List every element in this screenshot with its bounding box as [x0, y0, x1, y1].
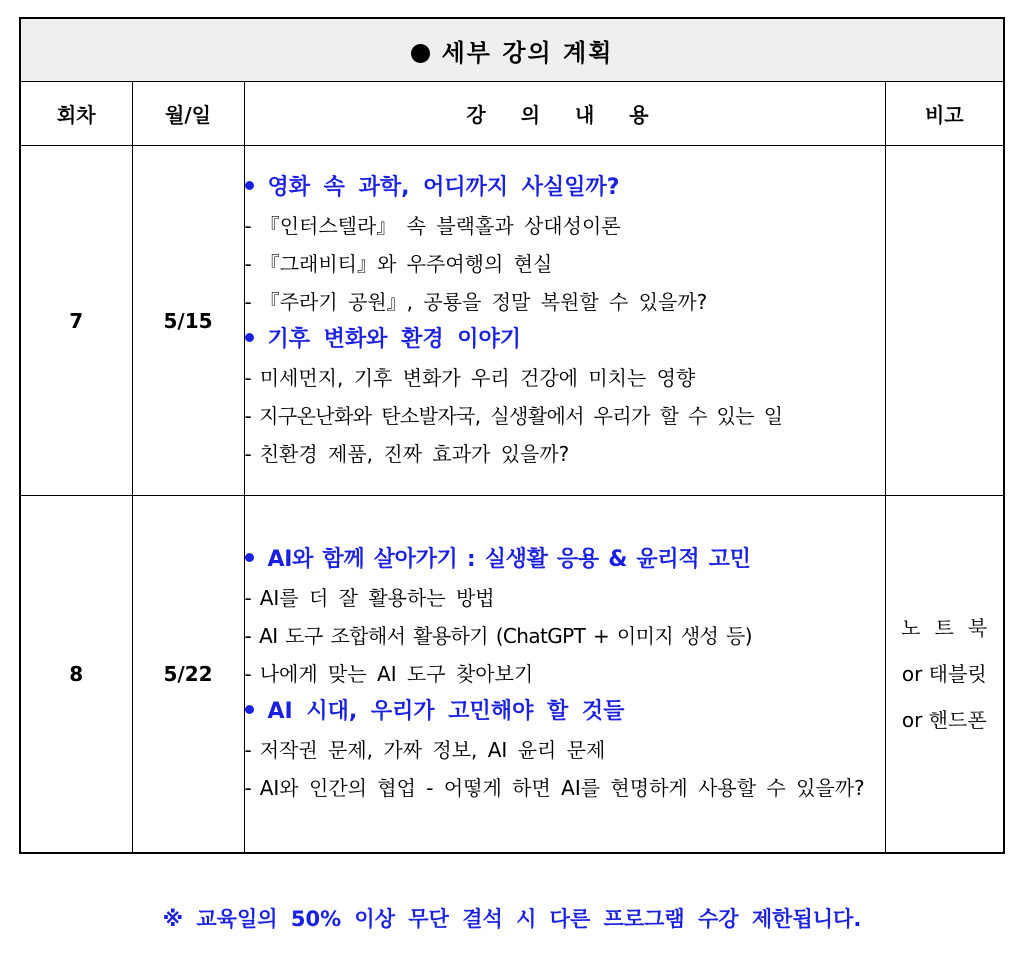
header-session: 회차 — [20, 82, 132, 146]
list-item: - AI를 더 잘 활용하는 방법 — [244, 585, 495, 610]
note-cell — [885, 496, 1004, 853]
item-text: AI 도구 조합해서 활용하기 (ChatGPT + 이미지 생성 등) — [259, 623, 752, 648]
item-text: 『인터스텔라』 속 블랙홀과 상대성이론 — [259, 213, 621, 238]
item-text: 지구온난화와 탄소발자국, 실생활에서 우리가 할 수 있는 일 — [259, 403, 783, 428]
table-row — [20, 496, 1004, 853]
item-text: AI를 더 잘 활용하는 방법 — [259, 585, 495, 610]
list-item: - AI 도구 조합해서 활용하기 (ChatGPT + 이미지 생성 등) — [244, 623, 752, 648]
item-text: 친환경 제품, 진짜 효과가 있을까? — [259, 441, 570, 466]
item-text: 저작권 문제, 가짜 정보, AI 윤리 문제 — [259, 737, 606, 762]
item-text: 『그래비티』와 우주여행의 현실 — [259, 251, 553, 276]
list-item: - 『주라기 공원』, 공룡을 정말 복원할 수 있을까? — [244, 289, 708, 314]
black-circle-icon — [411, 44, 430, 63]
item-text: 나에게 맞는 AI 도구 찾아보기 — [259, 661, 534, 686]
list-item: - 나에게 맞는 AI 도구 찾아보기 — [244, 661, 534, 686]
list-item: - 지구온난화와 탄소발자국, 실생활에서 우리가 할 수 있는 일 — [244, 403, 783, 428]
topic-title: AI 시대, 우리가 고민해야 할 것들 — [267, 698, 625, 724]
list-item: - 『그래비티』와 우주여행의 현실 — [244, 251, 553, 276]
note-cell — [885, 146, 1004, 496]
list-item: - 『인터스텔라』 속 블랙홀과 상대성이론 — [244, 213, 621, 238]
table-row — [20, 146, 1004, 496]
blue-dot-icon — [245, 553, 254, 562]
topic-item-list — [245, 207, 885, 321]
topic-item-list — [245, 731, 885, 807]
header-date: 월/일 — [132, 82, 244, 146]
blue-dot-icon — [245, 181, 254, 190]
topic-item-list — [245, 579, 885, 693]
table-title-cell — [20, 18, 1004, 82]
lecture-content-cell — [244, 146, 885, 496]
lecture-content-cell — [244, 496, 885, 853]
list-item: - 친환경 제품, 진짜 효과가 있을까? — [244, 441, 570, 466]
list-item: - AI와 인간의 협업 - 어떻게 하면 AI를 현명하게 사용할 수 있을까? — [244, 775, 865, 800]
table-title: 세부 강의 계획 — [441, 38, 614, 67]
header-content: 강 의 내 용 — [244, 82, 885, 146]
header-row — [20, 82, 1004, 146]
topic-item-list — [245, 359, 885, 473]
item-text: 미세먼지, 기후 변화가 우리 건강에 미치는 영향 — [259, 365, 696, 390]
topic-heading — [245, 169, 885, 207]
session-number: 8 — [20, 496, 132, 853]
topic-heading — [245, 321, 885, 359]
blue-dot-icon — [245, 333, 254, 342]
note-line: or 핸드폰 — [901, 707, 987, 732]
session-number: 7 — [20, 146, 132, 496]
blue-dot-icon — [245, 705, 254, 714]
note-line: or 태블릿 — [901, 661, 987, 686]
header-note: 비고 — [885, 82, 1004, 146]
item-text: AI와 인간의 협업 - 어떻게 하면 AI를 현명하게 사용할 수 있을까? — [259, 775, 865, 800]
title-row — [20, 18, 1004, 82]
topic-heading — [245, 541, 885, 579]
note-line: 노트북 — [901, 615, 1002, 640]
attendance-notice: ※ 교육일의 50% 이상 무단 결석 시 다른 프로그램 수강 제한됩니다. — [162, 907, 862, 931]
topic-title: 기후 변화와 환경 이야기 — [267, 326, 521, 352]
session-date: 5/15 — [132, 146, 244, 496]
list-item: - 미세먼지, 기후 변화가 우리 건강에 미치는 영향 — [244, 365, 696, 390]
item-text: 『주라기 공원』, 공룡을 정말 복원할 수 있을까? — [259, 289, 708, 314]
topic-title: 영화 속 과학, 어디까지 사실일까? — [267, 174, 620, 200]
session-date: 5/22 — [132, 496, 244, 853]
topic-heading — [245, 693, 885, 731]
lecture-plan-table — [19, 17, 1005, 854]
topic-title: AI와 함께 살아가기 : 실생활 응용 & 윤리적 고민 — [267, 546, 751, 572]
list-item: - 저작권 문제, 가짜 정보, AI 윤리 문제 — [244, 737, 606, 762]
